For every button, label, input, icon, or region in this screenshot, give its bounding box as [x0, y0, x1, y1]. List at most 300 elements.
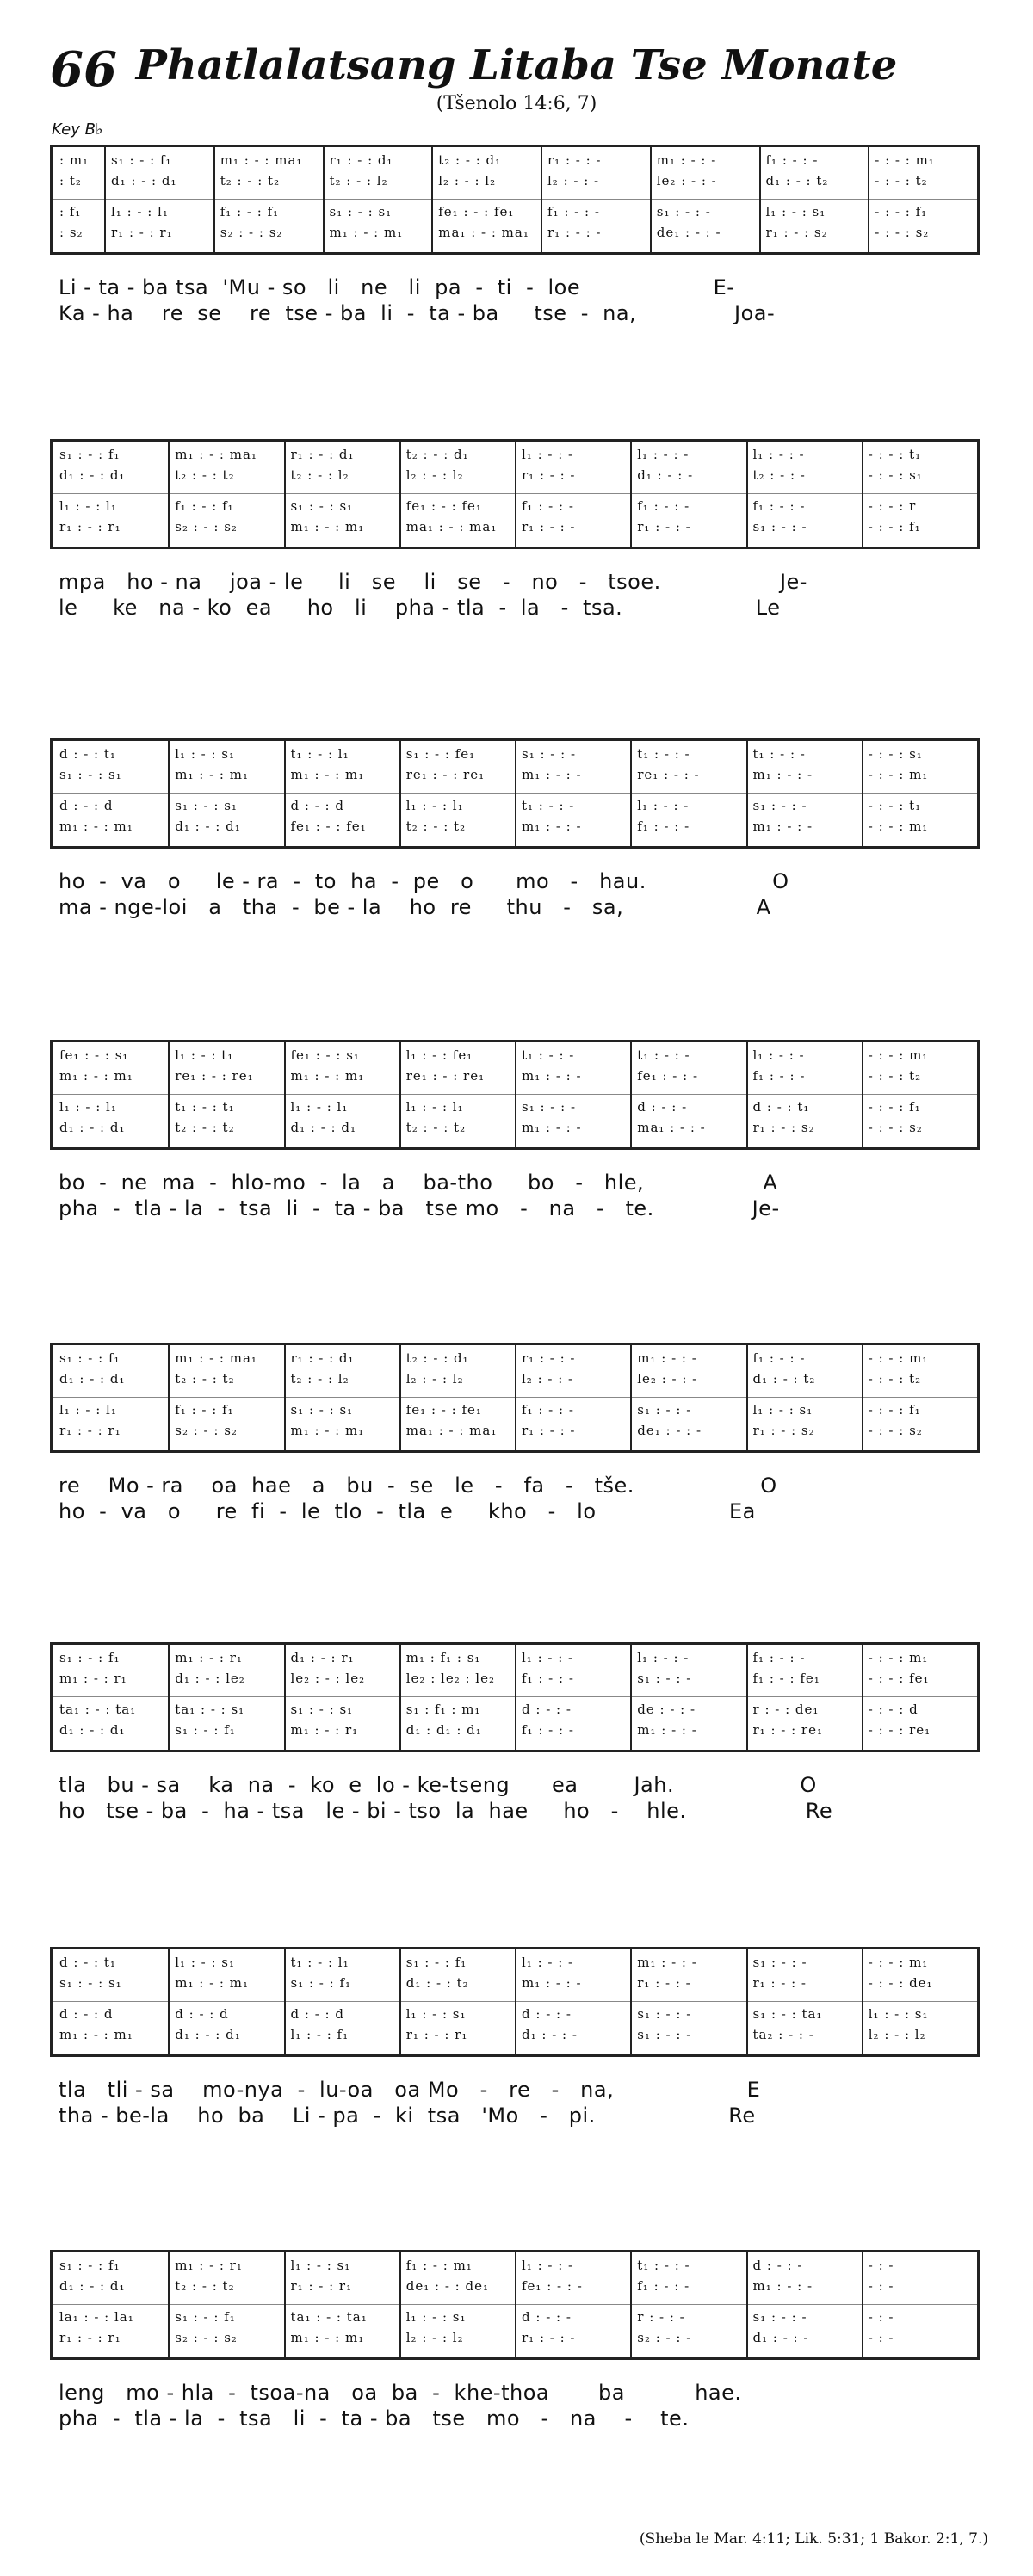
solfa-measure: d₁ : - : r₁	[290, 1650, 355, 1665]
solfa-measure: l₁ : - : -	[637, 1650, 690, 1665]
solfa-measure: m₁ : - : -	[522, 1120, 582, 1135]
lyric-verse-1: leng mo - hla - tsoa-na oa ba - khe-thoa ba hae.	[59, 2381, 742, 2405]
solfa-measure: t₂ : - : d₁	[405, 1350, 469, 1366]
solfa-measure: l₂ : - : l₂	[868, 2027, 926, 2042]
solfa-measure: - : - : t₂	[868, 1068, 922, 1084]
solfa-measure: r₁ : - : r₁	[59, 2330, 121, 2345]
solfa-measure: d₁ : - : -	[752, 2330, 809, 2345]
voice-part-row	[53, 1371, 977, 1393]
lyric-verse-2: le ke na - ko ea ho li pha - tla - la - tsa. Le	[59, 596, 781, 620]
solfa-measure: m₁ : - : -	[522, 1975, 582, 1991]
solfa-measure: d₁ : - : d₁	[59, 467, 126, 483]
solfa-measure: r₁ : - : -	[522, 1350, 576, 1366]
solfa-measure: f₁ : - : -	[637, 2278, 690, 2294]
solfa-measure: r₁ : - : r₁	[405, 2027, 468, 2042]
voice-part-row	[53, 173, 977, 195]
solfa-measure: t₁ : - : -	[637, 746, 690, 762]
footer-references: (Sheba le Mar. 4:11; Lik. 5:31; 1 Bakor. 2:1, 7.)	[639, 2530, 988, 2548]
solfa-measure: t₁ : - : t₁	[175, 1099, 235, 1115]
solfa-measure: s₁ : - : f₁	[111, 152, 172, 168]
solfa-measure: t₁ : - : -	[522, 1047, 575, 1063]
solfa-measure: s₂ : - : s₂	[175, 2330, 238, 2345]
voice-part-row	[53, 1047, 977, 1070]
solfa-measure: l₁ : - : s₁	[868, 2006, 929, 2022]
solfa-measure: l₁ : - : -	[637, 447, 690, 462]
solfa-measure: s₁ : - : s₁	[290, 1402, 354, 1418]
solfa-measure: ta₁ : - : ta₁	[59, 1702, 137, 1717]
solfa-measure: m₁ : - : -	[522, 1068, 582, 1084]
solfa-measure: f₁ : - : -	[637, 498, 690, 514]
solfa-measure: s₁ : - : -	[637, 2006, 692, 2022]
lyric-verse-2: pha - tla - la - tsa li - ta - ba tse mo - na - te.	[59, 2406, 690, 2431]
solfa-measure: re₁ : - : re₁	[175, 1068, 254, 1084]
solfa-measure: f₁ : - : f₁	[175, 1402, 234, 1418]
solfa-measure: l₁ : - : l₁	[405, 1099, 464, 1115]
solfa-measure: l₁ : - : fe₁	[405, 1047, 473, 1063]
solfa-measure: ta₁ : - : s₁	[175, 1702, 245, 1717]
solfa-measure: d : - : -	[637, 1099, 688, 1115]
solfa-measure: s₁ : - : f₁	[59, 1650, 121, 1665]
solfa-measure: m₁ : - : -	[752, 2278, 813, 2294]
solfa-measure: r₁ : - : -	[637, 519, 691, 534]
voice-part-row	[53, 1099, 977, 1121]
solfa-measure: m₁ : - : r₁	[175, 1650, 243, 1665]
solfa-measure: t₁ : - : l₁	[290, 1955, 349, 1970]
voice-part-row	[53, 1423, 977, 1445]
solfa-measure: - : - : m₁	[868, 1650, 929, 1665]
scripture-reference: (Tšenolo 14:6, 7)	[436, 93, 597, 114]
solfa-measure: l₂ : - : -	[522, 1371, 574, 1387]
solfa-measure: f₁ : - : -	[752, 498, 806, 514]
solfa-measure: fe₁ : - : fe₁	[438, 204, 515, 219]
solfa-measure: m₁ : - : m₁	[175, 1975, 249, 1991]
solfa-measure: m₁ : - : m₁	[329, 225, 404, 240]
solfa-measure: f₁ : - : -	[752, 1350, 806, 1366]
solfa-measure: s₁ : - : -	[752, 1955, 807, 1970]
solfa-measure: f₁ : - : -	[522, 498, 574, 514]
voice-part-row	[53, 798, 977, 820]
solfa-measure: m₁ : - : -	[752, 767, 813, 782]
solfa-measure: l₁ : - : f₁	[290, 2027, 349, 2042]
solfa-measure: t₁ : - : -	[522, 798, 575, 813]
key-signature: Key B♭	[52, 120, 103, 139]
solfa-measure: d₁ : - : -	[637, 467, 694, 483]
solfa-measure: d₁ : - : t₂	[405, 1975, 469, 1991]
solfa-measure: s₂ : - : s₂	[220, 225, 283, 240]
solfa-staff	[50, 738, 980, 849]
solfa-measure: - : - : m₁	[868, 767, 929, 782]
solfa-measure: l₁ : - : s₁	[175, 1955, 236, 1970]
solfa-measure: t₂ : - : l₂	[290, 467, 349, 483]
solfa-measure: s₁ : - : f₁	[175, 1722, 236, 1738]
voice-part-row	[53, 1955, 977, 1977]
solfa-measure: s₁ : - : -	[637, 1671, 692, 1686]
solfa-measure: ta₁ : - : ta₁	[290, 2309, 368, 2325]
solfa-measure: f₁ : - : -	[752, 1650, 806, 1665]
voice-part-row	[53, 1722, 977, 1745]
voice-part-row	[53, 2006, 977, 2029]
solfa-measure: m₁ : - : ma₁	[220, 152, 303, 168]
solfa-measure: ma₁ : - : ma₁	[405, 1423, 498, 1438]
solfa-measure: s₁ : - : -	[522, 1099, 577, 1115]
solfa-measure: l₁ : - : s₁	[290, 2258, 351, 2273]
solfa-staff	[50, 1343, 980, 1453]
solfa-measure: d : - : t₁	[59, 746, 116, 762]
voice-part-row	[53, 447, 977, 469]
solfa-measure: r₁ : - : s₂	[752, 1423, 815, 1438]
solfa-measure: s₁ : - : ta₁	[752, 2006, 823, 2022]
solfa-measure: d₁ : - : t₂	[752, 1371, 816, 1387]
solfa-measure: s₁ : - : s₁	[329, 204, 393, 219]
solfa-measure: l₂ : - : l₂	[405, 1371, 464, 1387]
solfa-measure: ta₂ : - : -	[752, 2027, 814, 2042]
solfa-measure: re₁ : - : -	[637, 767, 700, 782]
lyric-verse-1: tla tli - sa mo-nya - lu-oa oa Mo - re - na, E	[59, 2078, 761, 2102]
solfa-measure: le₂ : - : le₂	[290, 1671, 366, 1686]
solfa-staff	[50, 2250, 980, 2360]
solfa-measure: - : - : s₂	[868, 1423, 923, 1438]
solfa-measure: s₂ : - : s₂	[175, 1423, 238, 1438]
solfa-measure: l₁ : - : l₁	[59, 1099, 117, 1115]
voice-part-row	[53, 519, 977, 541]
solfa-measure: - : - : f₁	[868, 1402, 921, 1418]
solfa-measure: m₁ : - : m₁	[290, 1423, 365, 1438]
voice-part-row	[53, 2258, 977, 2280]
solfa-measure: fe₁ : - : s₁	[290, 1047, 360, 1063]
solfa-measure: r₁ : - : -	[637, 1975, 691, 1991]
solfa-measure: d : - : -	[522, 2006, 572, 2022]
solfa-measure: d₁ : - : d₁	[111, 173, 177, 188]
solfa-measure: re₁ : - : re₁	[405, 1068, 486, 1084]
voice-part-row	[53, 1671, 977, 1693]
solfa-measure: f₁ : - : -	[522, 1402, 574, 1418]
solfa-measure: - : - : d	[868, 1702, 919, 1717]
solfa-measure: r₁ : - : re₁	[752, 1722, 823, 1738]
voice-part-row	[53, 819, 977, 841]
solfa-measure: t₂ : - : t₂	[175, 467, 235, 483]
solfa-measure: d : - : d	[59, 798, 114, 813]
voice-part-row	[53, 1350, 977, 1373]
voice-part-row	[53, 152, 977, 175]
solfa-measure: r₁ : - : -	[522, 2330, 576, 2345]
solfa-measure: f₁ : - : -	[752, 1068, 806, 1084]
solfa-measure: f₁ : - : -	[547, 204, 600, 219]
solfa-measure: fe₁ : - : s₁	[59, 1047, 129, 1063]
solfa-measure: m₁ : - : m₁	[290, 2330, 365, 2345]
solfa-measure: d : - : d	[59, 2006, 114, 2022]
solfa-measure: l₁ : - : l₁	[59, 498, 117, 514]
solfa-measure: t₂ : - : -	[752, 467, 806, 483]
solfa-measure: d₁ : - : d₁	[290, 1120, 356, 1135]
solfa-measure: de : - : -	[637, 1702, 696, 1717]
solfa-measure: - : -	[868, 2330, 894, 2345]
solfa-measure: r₁ : - : s₂	[765, 225, 828, 240]
solfa-measure: m₁ : - : ma₁	[175, 447, 257, 462]
solfa-measure: t₁ : - : l₁	[290, 746, 349, 762]
solfa-measure: - : -	[868, 2278, 894, 2294]
solfa-measure: m₁ : - : -	[656, 152, 717, 168]
solfa-measure: l₁ : - : l₁	[290, 1099, 349, 1115]
voice-part-row	[53, 1120, 977, 1142]
solfa-staff	[50, 1040, 980, 1150]
solfa-measure: t₂ : - : t₂	[405, 1120, 467, 1135]
lyric-verse-2: pha - tla - la - tsa li - ta - ba tse mo - na - te. Je-	[59, 1196, 780, 1220]
solfa-measure: t₂ : - : d₁	[438, 152, 502, 168]
solfa-measure: - : - : t₁	[868, 798, 922, 813]
solfa-measure: l₁ : - : l₁	[405, 798, 464, 813]
solfa-measure: s₁ : - : f₁	[405, 1955, 467, 1970]
solfa-measure: s₁ : - : f₁	[59, 1350, 121, 1366]
solfa-measure: r₁ : - : -	[522, 1423, 576, 1438]
solfa-measure: ma₁ : - : ma₁	[405, 519, 498, 534]
solfa-measure: t₂ : - : l₂	[290, 1371, 349, 1387]
solfa-measure: re₁ : - : re₁	[405, 767, 486, 782]
solfa-measure: d₁ : - : d₁	[59, 2278, 126, 2294]
solfa-measure: m₁ : - : m₁	[290, 767, 365, 782]
solfa-measure: l₁ : - : t₁	[175, 1047, 234, 1063]
solfa-measure: s₁ : - : f₁	[175, 2309, 236, 2325]
solfa-measure: fe₁ : - : -	[637, 1068, 699, 1084]
solfa-measure: r₁ : - : -	[547, 152, 602, 168]
solfa-measure: de₁ : - : -	[637, 1423, 702, 1438]
lyric-verse-2: ma - nge-loi a tha - be - la ho re thu - sa, A	[59, 895, 771, 919]
voice-part-row	[53, 1702, 977, 1724]
lyric-verse-1: ho - va o le - ra - to ha - pe o mo - hau. O	[59, 869, 789, 893]
solfa-measure: m₁ : - : -	[522, 819, 582, 834]
solfa-measure: m₁ : - : m₁	[59, 2027, 133, 2042]
solfa-measure: m₁ : - : m₁	[59, 1068, 133, 1084]
voice-part-row	[53, 746, 977, 769]
solfa-measure: m₁ : - : -	[637, 1722, 697, 1738]
voice-part-row	[53, 498, 977, 521]
solfa-measure: d₁ : - : le₂	[175, 1671, 245, 1686]
solfa-measure: - : - : t₁	[868, 447, 922, 462]
solfa-measure: d₁ : - : t₂	[765, 173, 829, 188]
solfa-measure: d₁ : - : d₁	[175, 819, 241, 834]
solfa-measure: s₁ : - : f₁	[59, 2258, 121, 2273]
solfa-measure: d : - : d	[290, 798, 344, 813]
solfa-measure: f₁ : - : -	[637, 819, 690, 834]
solfa-measure: la₁ : - : la₁	[59, 2309, 134, 2325]
solfa-measure: - : - : f₁	[875, 204, 928, 219]
solfa-measure: l₁ : - : s₁	[405, 2006, 467, 2022]
solfa-measure: r₁ : - : d₁	[290, 447, 355, 462]
solfa-measure: l₂ : - : l₂	[405, 467, 464, 483]
solfa-measure: m₁ : - : r₁	[175, 2258, 243, 2273]
solfa-measure: t₂ : - : l₂	[329, 173, 388, 188]
solfa-measure: l₁ : - : s₁	[175, 746, 236, 762]
solfa-measure: d₁ : - : d₁	[59, 1722, 126, 1738]
solfa-measure: m₁ : - : m₁	[290, 1068, 365, 1084]
voice-part-row	[53, 2027, 977, 2049]
solfa-measure: f₁ : - : -	[522, 1722, 574, 1738]
solfa-measure: fe₁ : - : -	[522, 2278, 583, 2294]
solfa-measure: s₁ : - : -	[752, 798, 807, 813]
solfa-measure: - : - : m₁	[868, 1047, 929, 1063]
solfa-measure: s₁ : f₁ : m₁	[405, 1702, 481, 1717]
solfa-measure: r₁ : - : -	[547, 225, 602, 240]
solfa-measure: d : - : d	[175, 2006, 229, 2022]
solfa-measure: de₁ : - : -	[656, 225, 721, 240]
solfa-measure: - : - : m₁	[875, 152, 935, 168]
lyric-verse-1: mpa ho - na joa - le li se li se - no - tsoe. Je-	[59, 570, 807, 594]
solfa-measure: de₁ : - : de₁	[405, 2278, 489, 2294]
solfa-measure: m₁ : - : m₁	[290, 519, 365, 534]
solfa-measure: ma₁ : - : -	[637, 1120, 706, 1135]
solfa-measure: m₁ : - : r₁	[290, 1722, 359, 1738]
voice-part-row	[53, 1402, 977, 1424]
solfa-measure: le₂ : le₂ : le₂	[405, 1671, 495, 1686]
solfa-measure: t₂ : - : t₂	[405, 819, 467, 834]
hymn-title: Phatlalatsang Litaba Tse Monate	[135, 41, 898, 90]
solfa-measure: - : - : re₁	[868, 1722, 931, 1738]
solfa-staff	[50, 439, 980, 549]
solfa-measure: s₁ : - : f₁	[59, 447, 121, 462]
solfa-measure: d : - : -	[522, 1702, 572, 1717]
solfa-measure: l₁ : - : s₁	[405, 2309, 467, 2325]
voice-part-row	[53, 1975, 977, 1998]
solfa-measure: - : - : s₁	[868, 467, 923, 483]
solfa-measure: l₁ : - : -	[522, 1955, 574, 1970]
solfa-measure: t₁ : - : -	[752, 746, 806, 762]
solfa-measure: s₁ : - : -	[637, 1402, 692, 1418]
solfa-measure: f₁ : - : m₁	[405, 2258, 473, 2273]
solfa-measure: m₁ : - : r₁	[59, 1671, 127, 1686]
solfa-measure: f₁ : - : f₁	[175, 498, 234, 514]
solfa-staff	[50, 1947, 980, 2057]
solfa-measure: s₁ : - : s₁	[175, 798, 238, 813]
solfa-measure: d₁ : - : d₁	[175, 2027, 241, 2042]
voice-part-row	[53, 1068, 977, 1090]
solfa-measure: - : - : fe₁	[868, 1671, 930, 1686]
solfa-measure: r₁ : - : -	[752, 1975, 807, 1991]
solfa-measure: ma₁ : - : ma₁	[438, 225, 529, 240]
solfa-measure: - : - : s₂	[868, 1120, 923, 1135]
solfa-measure: m₁ : f₁ : s₁	[405, 1650, 481, 1665]
solfa-measure: r₁ : - : r₁	[59, 1423, 121, 1438]
voice-part-row	[53, 2309, 977, 2332]
solfa-measure: s₁ : - : -	[752, 519, 807, 534]
solfa-measure: : s₂	[59, 225, 84, 240]
solfa-measure: le₂ : - : -	[637, 1371, 698, 1387]
solfa-measure: - : - : m₁	[868, 1955, 929, 1970]
solfa-measure: m₁ : - : -	[637, 1350, 697, 1366]
lyric-verse-1: bo - ne ma - hlo-mo - la a ba-tho bo - hle, A	[59, 1171, 778, 1195]
solfa-measure: m₁ : - : -	[637, 1955, 697, 1970]
voice-part-row	[53, 225, 977, 247]
solfa-measure: - : - : de₁	[868, 1975, 933, 1991]
solfa-measure: d : - : -	[522, 2309, 572, 2325]
solfa-measure: - : - : t₂	[868, 1371, 922, 1387]
solfa-measure: m₁ : - : -	[752, 819, 813, 834]
solfa-measure: - : - : f₁	[868, 1099, 921, 1115]
solfa-measure: m₁ : - : m₁	[175, 767, 249, 782]
solfa-measure: l₂ : - : -	[547, 173, 600, 188]
solfa-measure: - : -	[868, 2258, 894, 2273]
solfa-measure: l₁ : - : -	[752, 447, 805, 462]
solfa-measure: l₂ : - : l₂	[405, 2330, 464, 2345]
solfa-measure: d : - : t₁	[752, 1099, 810, 1115]
lyric-verse-2: Ka - ha re se re tse - ba li - ta - ba tse - na, Joa-	[59, 301, 776, 325]
solfa-measure: l₁ : - : l₁	[111, 204, 169, 219]
solfa-measure: d : - : t₁	[59, 1955, 116, 1970]
solfa-measure: - : - : m₁	[868, 1350, 929, 1366]
solfa-measure: t₂ : - : t₂	[175, 1371, 235, 1387]
lyric-verse-2: ho tse - ba - ha - tsa le - bi - tso la hae ho - hle. Re	[59, 1799, 833, 1823]
solfa-measure: s₂ : - : -	[637, 2330, 692, 2345]
solfa-measure: - : -	[868, 2309, 894, 2325]
solfa-measure: l₁ : - : -	[752, 1047, 805, 1063]
solfa-measure: l₁ : - : -	[522, 1650, 574, 1665]
solfa-measure: s₁ : - : -	[637, 2027, 692, 2042]
solfa-measure: r₁ : - : d₁	[329, 152, 393, 168]
solfa-measure: d₁ : - : d₁	[59, 1120, 126, 1135]
voice-part-row	[53, 2330, 977, 2352]
solfa-measure: fe₁ : - : fe₁	[290, 819, 367, 834]
solfa-measure: l₁ : - : s₁	[752, 1402, 813, 1418]
solfa-measure: : m₁	[59, 152, 90, 168]
solfa-measure: : t₂	[59, 173, 82, 188]
solfa-staff	[50, 145, 980, 255]
solfa-measure: - : - : s₂	[875, 225, 930, 240]
solfa-measure: - : - : r	[868, 498, 917, 514]
solfa-measure: d : - : -	[752, 2258, 803, 2273]
solfa-measure: f₁ : - : f₁	[220, 204, 280, 219]
solfa-measure: s₁ : - : fe₁	[405, 746, 476, 762]
solfa-measure: l₁ : - : -	[522, 447, 574, 462]
solfa-measure: r₁ : - : d₁	[290, 1350, 355, 1366]
solfa-measure: r₁ : - : s₂	[752, 1120, 815, 1135]
solfa-measure: s₁ : - : s₁	[59, 1975, 122, 1991]
solfa-measure: f₁ : - : -	[765, 152, 819, 168]
solfa-measure: f₁ : - : fe₁	[752, 1671, 820, 1686]
solfa-measure: s₁ : - : s₁	[290, 1702, 354, 1717]
solfa-measure: s₁ : - : f₁	[290, 1975, 352, 1991]
solfa-measure: r₁ : - : r₁	[290, 2278, 353, 2294]
solfa-measure: fe₁ : - : fe₁	[405, 1402, 482, 1418]
solfa-measure: r₁ : - : -	[522, 519, 576, 534]
solfa-measure: t₂ : - : t₂	[175, 1120, 235, 1135]
solfa-measure: - : - : t₂	[875, 173, 928, 188]
solfa-measure: t₂ : - : t₂	[220, 173, 281, 188]
solfa-measure: - : - : f₁	[868, 519, 921, 534]
voice-divider	[53, 199, 977, 200]
solfa-measure: l₂ : - : l₂	[438, 173, 497, 188]
solfa-measure: d₁ : - : -	[522, 2027, 578, 2042]
lyric-verse-1: re Mo - ra oa hae a bu - se le - fa - tše. O	[59, 1473, 777, 1498]
solfa-staff	[50, 1642, 980, 1752]
solfa-measure: : f₁	[59, 204, 82, 219]
solfa-measure: d₁ : - : d₁	[59, 1371, 126, 1387]
hymn-number: 66	[50, 41, 117, 98]
lyric-verse-1: Li - ta - ba tsa 'Mu - so li ne li pa - ti - loe E-	[59, 275, 735, 300]
solfa-measure: s₁ : - : -	[656, 204, 711, 219]
solfa-measure: r₁ : - : r₁	[59, 519, 121, 534]
solfa-measure: s₁ : - : s₁	[290, 498, 354, 514]
solfa-measure: m₁ : - : ma₁	[175, 1350, 257, 1366]
solfa-measure: r : - : de₁	[752, 1702, 820, 1717]
solfa-measure: m₁ : - : -	[522, 767, 582, 782]
solfa-measure: l₁ : - : -	[522, 2258, 574, 2273]
solfa-measure: d₁ : d₁ : d₁	[405, 1722, 482, 1738]
solfa-measure: r₁ : - : r₁	[111, 225, 173, 240]
voice-part-row	[53, 1650, 977, 1672]
solfa-measure: s₁ : - : -	[522, 746, 577, 762]
solfa-measure: l₁ : - : -	[637, 798, 690, 813]
lyric-verse-1: tla bu - sa ka na - ko e lo - ke-tseng ea Jah. O	[59, 1773, 817, 1797]
solfa-measure: t₁ : - : -	[637, 2258, 690, 2273]
solfa-measure: t₂ : - : d₁	[405, 447, 469, 462]
